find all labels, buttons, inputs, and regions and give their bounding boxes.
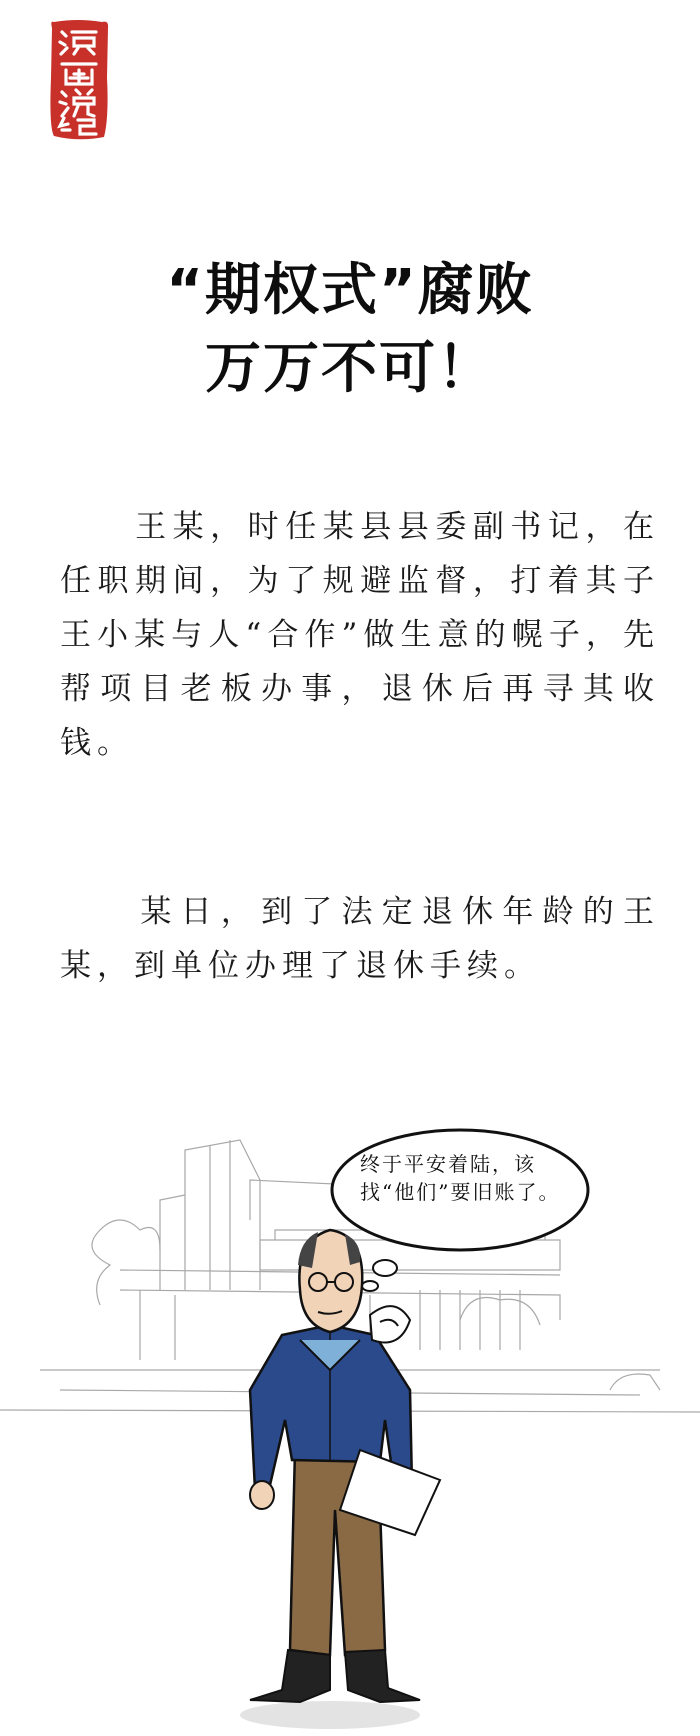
seal-logo-graphic (48, 18, 110, 142)
speech-bubble-text: 终于平安着陆，该找“他们”要旧账了。 (360, 1152, 561, 1204)
retired-official-figure (240, 1230, 440, 1729)
cartoon-illustration (0, 1090, 700, 1736)
story-paragraph-1: 王某，时任某县县委副书记，在任职期间，为了规避监督，打着其子王小某与人“合作”做生意的幌子，先帮项目老板办事，退休后再寻其收钱。 (60, 509, 660, 761)
headline (0, 252, 700, 408)
headline-line-2: 万万不可！ (205, 336, 495, 401)
seal-logo (48, 18, 110, 142)
headline-line-1: “期权式”腐败 (166, 258, 534, 323)
cartoon-scene (0, 1090, 700, 1736)
story-paragraph-2: 某日，到了法定退休年龄的王某，到单位办理了退休手续。 (60, 894, 660, 984)
